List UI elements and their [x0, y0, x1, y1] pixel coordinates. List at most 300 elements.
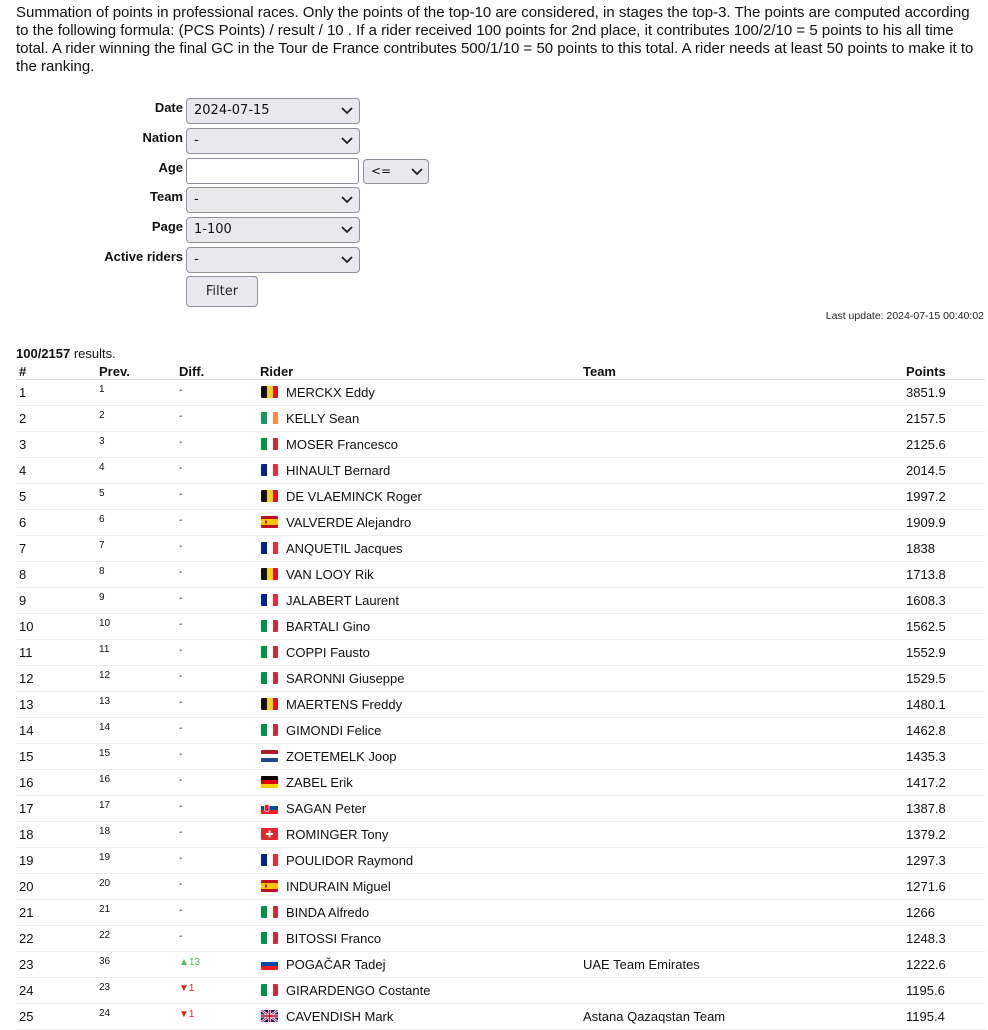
diff-cell — [176, 639, 257, 665]
prev-rank-cell — [96, 847, 176, 873]
points-cell: 1529.5 — [903, 665, 985, 691]
flag-fr-icon — [261, 594, 278, 606]
rider-name-link[interactable]: BARTALI Gino — [286, 618, 371, 634]
rank-cell: 2 — [16, 405, 96, 431]
rank-cell: 12 — [16, 665, 96, 691]
prev-rank-cell — [96, 483, 176, 509]
rider-name-link[interactable]: BITOSSI Franco — [286, 930, 382, 946]
points-cell: 1387.8 — [903, 795, 985, 821]
table-row — [16, 639, 985, 665]
team-cell — [580, 457, 903, 483]
rider-name-link[interactable]: VAN LOOY Rik — [286, 566, 374, 582]
table-row — [16, 977, 985, 1003]
prev-rank-value: 11 — [99, 643, 110, 655]
points-cell: 1297.3 — [903, 847, 985, 873]
diff-cell — [176, 873, 257, 899]
diff-value: ▼1 — [179, 982, 195, 994]
ranking-description: Summation of points in professional races. Only the points of the top-10 are considered, in stages the top-3. The points are computed according to the following formula: (PCS Points) / result / 10 . If a rider received 100 points for 2nd place, it contributes 100/2/10 = 5 points to his all time total. A rider winning the final GC in the Tour de France contributes 500/1/10 = 50 points to this total. A rider needs at least 50 points to make it to the ranking. — [16, 4, 974, 75]
rider-cell — [257, 821, 580, 847]
team-cell — [580, 665, 903, 691]
prev-rank-cell — [96, 717, 176, 743]
points-cell: 1222.6 — [903, 951, 985, 977]
points-cell: 1195.6 — [903, 977, 985, 1003]
diff-cell — [176, 1003, 257, 1029]
team-cell — [580, 561, 903, 587]
diff-value: ▲13 — [179, 956, 201, 968]
rider-cell — [257, 561, 580, 587]
rider-cell — [257, 1003, 580, 1029]
rider-name-link[interactable]: MAERTENS Freddy — [286, 696, 403, 712]
team-label: Team — [150, 189, 183, 204]
prev-rank-cell — [96, 795, 176, 821]
rank-cell: 4 — [16, 457, 96, 483]
age-input[interactable] — [186, 158, 359, 184]
flag-es-icon — [261, 880, 278, 892]
flag-si-icon — [261, 958, 278, 970]
flag-sk-icon — [261, 802, 278, 814]
diff-value: - — [179, 696, 183, 708]
table-row — [16, 821, 985, 847]
col-diff[interactable]: Diff. — [176, 362, 257, 379]
col-prev[interactable]: Prev. — [96, 362, 176, 379]
prev-rank-cell — [96, 925, 176, 951]
prev-rank-cell — [96, 665, 176, 691]
prev-rank-value: 4 — [99, 461, 105, 473]
rank-cell: 1 — [16, 379, 96, 405]
diff-cell — [176, 951, 257, 977]
prev-rank-cell — [96, 691, 176, 717]
prev-rank-value: 9 — [99, 591, 105, 603]
team-cell — [580, 795, 903, 821]
rider-cell — [257, 951, 580, 977]
table-row — [16, 587, 985, 613]
diff-cell — [176, 379, 257, 405]
team-cell — [580, 951, 903, 977]
rider-cell — [257, 873, 580, 899]
table-row — [16, 717, 985, 743]
rank-cell: 10 — [16, 613, 96, 639]
prev-rank-value: 15 — [99, 747, 111, 759]
col-rank[interactable]: # — [16, 362, 96, 379]
diff-value: - — [179, 904, 183, 916]
prev-rank-value: 12 — [99, 669, 111, 681]
chevron-down-icon — [341, 133, 353, 147]
diff-value: - — [179, 878, 183, 890]
rank-cell: 23 — [16, 951, 96, 977]
diff-cell — [176, 899, 257, 925]
team-name-link[interactable]: Astana Qazaqstan Team — [583, 1008, 726, 1024]
rider-cell — [257, 483, 580, 509]
rider-name-link[interactable]: MOSER Francesco — [286, 436, 398, 452]
ranking-table — [16, 362, 985, 1030]
filter-row-page — [0, 217, 500, 245]
diff-value: - — [179, 618, 183, 630]
team-cell — [580, 977, 903, 1003]
rank-cell: 24 — [16, 977, 96, 1003]
diff-cell — [176, 509, 257, 535]
prev-rank-value: 21 — [99, 903, 111, 915]
prev-rank-value: 8 — [99, 565, 105, 577]
rider-cell — [257, 535, 580, 561]
diff-value: - — [179, 930, 183, 942]
flag-it-icon — [261, 438, 278, 450]
flag-fr-icon — [261, 542, 278, 554]
diff-cell — [176, 821, 257, 847]
result-count — [16, 346, 116, 361]
team-cell — [580, 769, 903, 795]
points-cell: 1462.8 — [903, 717, 985, 743]
rider-cell — [257, 639, 580, 665]
diff-value: - — [179, 644, 183, 656]
rank-cell: 13 — [16, 691, 96, 717]
table-row — [16, 951, 985, 977]
points-cell: 1552.9 — [903, 639, 985, 665]
rank-cell: 16 — [16, 769, 96, 795]
diff-cell — [176, 561, 257, 587]
team-cell — [580, 613, 903, 639]
rank-cell: 8 — [16, 561, 96, 587]
filter-row-nation — [0, 128, 500, 156]
chevron-down-icon — [341, 252, 353, 266]
chevron-down-icon — [411, 164, 423, 178]
prev-rank-value: 24 — [99, 1007, 111, 1019]
points-cell: 1608.3 — [903, 587, 985, 613]
points-cell: 1909.9 — [903, 509, 985, 535]
team-cell — [580, 379, 903, 405]
diff-cell — [176, 483, 257, 509]
team-cell — [580, 535, 903, 561]
prev-rank-cell — [96, 769, 176, 795]
points-cell: 1838 — [903, 535, 985, 561]
diff-cell — [176, 405, 257, 431]
table-row — [16, 769, 985, 795]
diff-value: - — [179, 462, 183, 474]
age-operator-value: <= — [371, 164, 392, 178]
col-rider[interactable]: Rider — [257, 362, 580, 379]
flag-it-icon — [261, 932, 278, 944]
rank-cell: 18 — [16, 821, 96, 847]
team-cell — [580, 431, 903, 457]
filter-row-date — [0, 98, 500, 126]
age-label: Age — [158, 160, 183, 175]
flag-gb-icon — [261, 1010, 278, 1022]
team-name-link[interactable]: UAE Team Emirates — [583, 956, 700, 972]
team-cell — [580, 899, 903, 925]
active-riders-select[interactable] — [186, 247, 360, 273]
table-row — [16, 379, 985, 405]
diff-cell — [176, 769, 257, 795]
rank-cell: 6 — [16, 509, 96, 535]
rider-name-link[interactable]: HINAULT Bernard — [286, 462, 391, 478]
table-row — [16, 405, 985, 431]
prev-rank-value: 16 — [99, 773, 111, 785]
table-row — [16, 795, 985, 821]
prev-rank-cell — [96, 587, 176, 613]
rank-cell: 20 — [16, 873, 96, 899]
last-update: Last update: 2024-07-15 00:40:02 — [825, 310, 984, 322]
team-cell — [580, 821, 903, 847]
rider-cell — [257, 691, 580, 717]
diff-cell — [176, 535, 257, 561]
rider-name-link[interactable]: COPPI Fausto — [286, 644, 370, 660]
diff-cell — [176, 795, 257, 821]
rank-cell: 22 — [16, 925, 96, 951]
points-cell: 1480.1 — [903, 691, 985, 717]
table-row — [16, 665, 985, 691]
date-select[interactable] — [186, 98, 360, 124]
rider-cell — [257, 613, 580, 639]
points-cell: 1997.2 — [903, 483, 985, 509]
rider-name-link[interactable]: VALVERDE Alejandro — [286, 514, 412, 530]
rider-name-link[interactable]: GIRARDENGO Costante — [286, 982, 431, 998]
rider-cell — [257, 587, 580, 613]
team-cell — [580, 847, 903, 873]
prev-rank-cell — [96, 873, 176, 899]
table-row — [16, 483, 985, 509]
team-cell — [580, 587, 903, 613]
rider-cell — [257, 457, 580, 483]
team-cell — [580, 691, 903, 717]
points-cell: 2014.5 — [903, 457, 985, 483]
diff-value: - — [179, 722, 183, 734]
rider-name-link[interactable]: ZOETEMELK Joop — [286, 748, 397, 764]
table-row — [16, 509, 985, 535]
rider-name-link[interactable]: KELLY Sean — [286, 410, 360, 426]
filter-row-active-riders — [0, 247, 500, 275]
rider-cell — [257, 509, 580, 535]
prev-rank-cell — [96, 1003, 176, 1029]
team-cell — [580, 743, 903, 769]
flag-be-icon — [261, 568, 278, 580]
flag-it-icon — [261, 906, 278, 918]
flag-it-icon — [261, 984, 278, 996]
rider-name-link[interactable]: ROMINGER Tony — [286, 826, 389, 842]
rider-cell — [257, 977, 580, 1003]
diff-cell — [176, 977, 257, 1003]
points-cell: 1248.3 — [903, 925, 985, 951]
team-value: - — [194, 192, 199, 207]
rider-name-link[interactable]: POGAČAR Tadej — [286, 956, 386, 972]
rank-cell: 14 — [16, 717, 96, 743]
diff-cell — [176, 925, 257, 951]
flag-fr-icon — [261, 464, 278, 476]
chevron-down-icon — [341, 222, 353, 236]
prev-rank-value: 13 — [99, 695, 111, 707]
date-value: 2024-07-15 — [194, 103, 270, 118]
diff-value: - — [179, 592, 183, 604]
prev-rank-value: 14 — [99, 721, 111, 733]
diff-cell — [176, 717, 257, 743]
rank-cell: 17 — [16, 795, 96, 821]
chevron-down-icon — [341, 103, 353, 117]
rank-cell: 5 — [16, 483, 96, 509]
diff-value: - — [179, 748, 183, 760]
rank-cell: 15 — [16, 743, 96, 769]
prev-rank-cell — [96, 977, 176, 1003]
prev-rank-value: 7 — [99, 539, 105, 551]
prev-rank-cell — [96, 639, 176, 665]
points-cell: 2125.6 — [903, 431, 985, 457]
rider-name-link[interactable]: GIMONDI Felice — [286, 722, 382, 738]
rider-name-link[interactable]: SAGAN Peter — [286, 800, 367, 816]
prev-rank-value: 17 — [99, 799, 111, 811]
prev-rank-value: 18 — [99, 825, 111, 837]
diff-value: - — [179, 566, 183, 578]
table-row — [16, 613, 985, 639]
rider-name-link[interactable]: INDURAIN Miguel — [286, 878, 391, 894]
team-cell — [580, 405, 903, 431]
diff-value: - — [179, 488, 183, 500]
rider-name-link[interactable]: BINDA Alfredo — [286, 904, 370, 920]
age-operator-select[interactable] — [363, 159, 429, 184]
rank-cell: 19 — [16, 847, 96, 873]
rank-cell: 3 — [16, 431, 96, 457]
table-header — [16, 362, 985, 379]
flag-it-icon — [261, 724, 278, 736]
team-select[interactable] — [186, 187, 360, 213]
points-cell: 1713.8 — [903, 561, 985, 587]
table-row — [16, 561, 985, 587]
rider-cell — [257, 743, 580, 769]
diff-value: - — [179, 826, 183, 838]
diff-value: - — [179, 410, 183, 422]
table-row — [16, 457, 985, 483]
prev-rank-cell — [96, 535, 176, 561]
rank-cell: 25 — [16, 1003, 96, 1029]
table-row — [16, 899, 985, 925]
points-cell: 1435.3 — [903, 743, 985, 769]
flag-de-icon — [261, 776, 278, 788]
flag-it-icon — [261, 672, 278, 684]
rider-name-link[interactable]: ANQUETIL Jacques — [286, 540, 403, 556]
diff-value: - — [179, 384, 183, 396]
page-label: Page — [151, 219, 183, 234]
nation-select[interactable] — [186, 128, 360, 154]
rider-name-link[interactable]: MERCKX Eddy — [286, 384, 375, 400]
col-team[interactable]: Team — [580, 362, 903, 379]
prev-rank-cell — [96, 743, 176, 769]
rider-name-link[interactable]: DE VLAEMINCK Roger — [286, 488, 422, 504]
diff-value: ▼1 — [179, 1008, 195, 1020]
flag-ch-icon — [261, 828, 278, 840]
page-value: 1-100 — [194, 222, 232, 237]
prev-rank-cell — [96, 379, 176, 405]
diff-cell — [176, 587, 257, 613]
points-cell: 1562.5 — [903, 613, 985, 639]
diff-cell — [176, 431, 257, 457]
prev-rank-cell — [96, 899, 176, 925]
team-cell — [580, 925, 903, 951]
flag-be-icon — [261, 490, 278, 502]
flag-fr-icon — [261, 854, 278, 866]
prev-rank-cell — [96, 951, 176, 977]
rider-name-link[interactable]: SARONNI Giuseppe — [286, 670, 405, 686]
col-points[interactable]: Points — [903, 362, 985, 379]
team-cell — [580, 717, 903, 743]
rider-cell — [257, 899, 580, 925]
flag-ie-icon — [261, 412, 278, 424]
table-row — [16, 847, 985, 873]
prev-rank-value: 23 — [99, 981, 111, 993]
table-row — [16, 925, 985, 951]
diff-cell — [176, 691, 257, 717]
team-cell — [580, 1003, 903, 1029]
diff-cell — [176, 613, 257, 639]
rider-name-link[interactable]: JALABERT Laurent — [286, 592, 399, 608]
prev-rank-cell — [96, 457, 176, 483]
rider-cell — [257, 717, 580, 743]
points-cell: 1271.6 — [903, 873, 985, 899]
flag-it-icon — [261, 646, 278, 658]
nation-label: Nation — [142, 130, 183, 145]
rider-cell — [257, 795, 580, 821]
points-cell: 2157.5 — [903, 405, 985, 431]
result-count-value: 100/2157 — [16, 346, 71, 361]
chevron-down-icon — [341, 192, 353, 206]
rank-cell: 7 — [16, 535, 96, 561]
prev-rank-value: 22 — [99, 929, 111, 941]
prev-rank-value: 6 — [99, 513, 105, 525]
prev-rank-cell — [96, 561, 176, 587]
rider-cell — [257, 379, 580, 405]
diff-value: - — [179, 774, 183, 786]
flag-es-icon — [261, 516, 278, 528]
filter-row-team — [0, 187, 500, 215]
table-row — [16, 873, 985, 899]
diff-cell — [176, 743, 257, 769]
flag-be-icon — [261, 698, 278, 710]
rider-cell — [257, 769, 580, 795]
team-cell — [580, 639, 903, 665]
diff-cell — [176, 847, 257, 873]
diff-cell — [176, 457, 257, 483]
team-cell — [580, 873, 903, 899]
points-cell: 1379.2 — [903, 821, 985, 847]
filter-button[interactable]: Filter — [186, 276, 258, 307]
table-row — [16, 691, 985, 717]
diff-cell — [176, 665, 257, 691]
team-cell — [580, 483, 903, 509]
rider-cell — [257, 847, 580, 873]
date-label: Date — [154, 100, 183, 115]
prev-rank-cell — [96, 405, 176, 431]
rider-cell — [257, 665, 580, 691]
nation-value: - — [194, 133, 199, 148]
prev-rank-value: 19 — [99, 851, 111, 863]
flag-be-icon — [261, 386, 278, 398]
page-select[interactable] — [186, 217, 360, 243]
rider-name-link[interactable]: CAVENDISH Mark — [286, 1008, 394, 1024]
table-row — [16, 743, 985, 769]
prev-rank-value: 36 — [99, 955, 111, 967]
diff-value: - — [179, 436, 183, 448]
table-row — [16, 1003, 985, 1029]
rider-name-link[interactable]: POULIDOR Raymond — [286, 852, 414, 868]
prev-rank-cell — [96, 509, 176, 535]
rider-name-link[interactable]: ZABEL Erik — [286, 774, 353, 790]
rider-cell — [257, 405, 580, 431]
prev-rank-value: 1 — [99, 383, 105, 395]
result-count-suffix: results. — [70, 346, 116, 361]
diff-value: - — [179, 800, 183, 812]
points-cell: 1266 — [903, 899, 985, 925]
diff-value: - — [179, 540, 183, 552]
active-riders-value: - — [194, 252, 199, 267]
diff-value: - — [179, 514, 183, 526]
table-row — [16, 431, 985, 457]
table-row — [16, 535, 985, 561]
rider-cell — [257, 925, 580, 951]
